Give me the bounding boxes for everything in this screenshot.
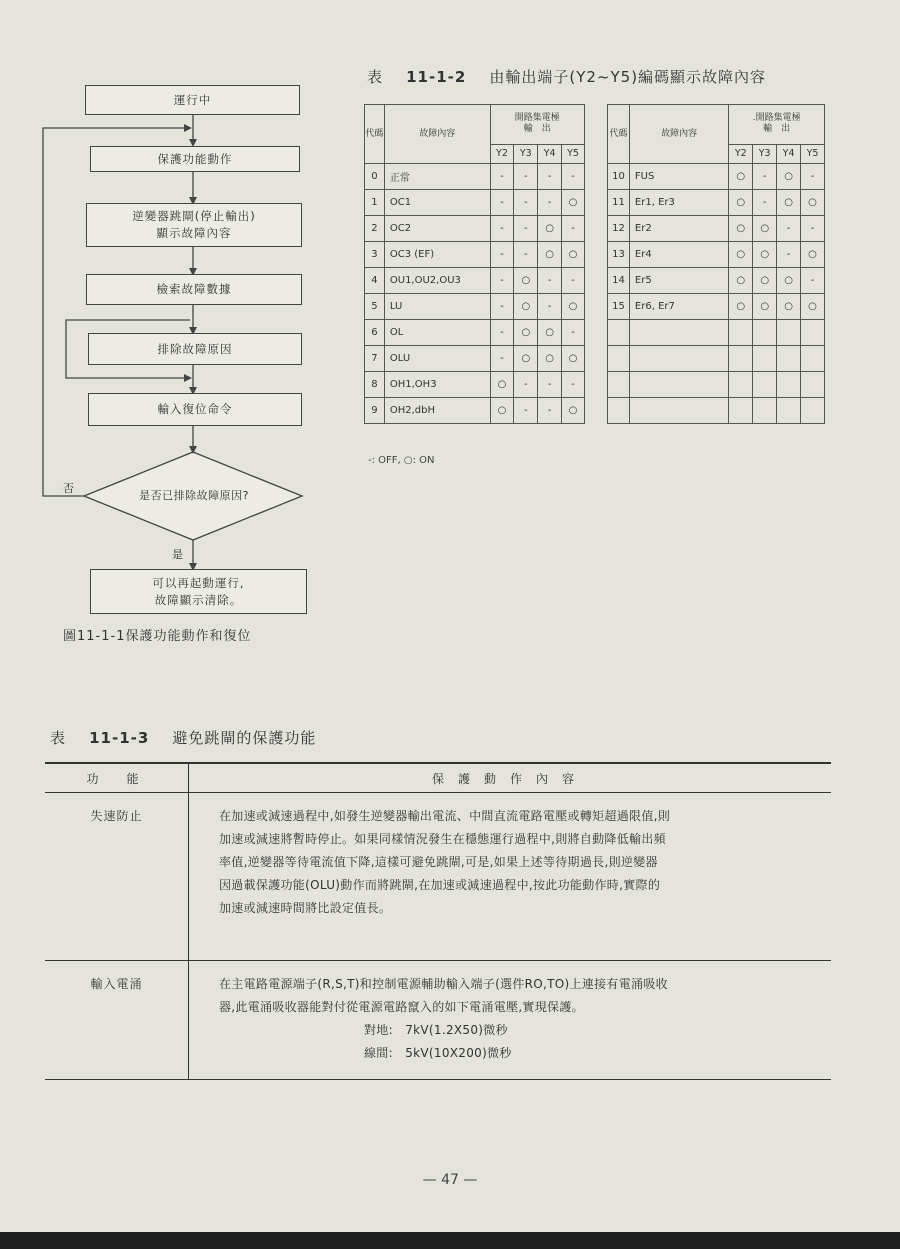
output-state-cell: -: [801, 268, 825, 294]
output-state-cell: -: [538, 372, 562, 398]
output-state-cell: ○: [538, 242, 562, 268]
table-row: [608, 346, 825, 372]
output-state-cell: ○: [729, 190, 753, 216]
output-state-cell: -: [801, 216, 825, 242]
flow-yes-label: 是: [172, 548, 183, 561]
output-state-cell: ○: [753, 268, 777, 294]
table-row: [365, 294, 585, 320]
flow-step-inverter-trip: 逆變器跳閘(停止輸出) 顯示故障內容: [86, 203, 302, 247]
scan-edge: [0, 1232, 900, 1249]
table-row: [608, 190, 825, 216]
fault-cell: Er5: [629, 268, 728, 294]
header-output: .開路集電極 輸 出: [729, 105, 825, 145]
output-state-cell: ○: [514, 346, 538, 372]
fault-table-right: [607, 104, 825, 424]
fault-cell: OC1: [384, 190, 490, 216]
output-state-cell: ○: [514, 294, 538, 320]
fault-cell: Er4: [629, 242, 728, 268]
table-row: [608, 216, 825, 242]
output-state-cell: [777, 346, 801, 372]
output-state-cell: ○: [514, 268, 538, 294]
fault-cell: OH1,OH3: [384, 372, 490, 398]
output-state-cell: -: [490, 346, 514, 372]
code-cell: 4: [365, 268, 385, 294]
output-state-cell: ○: [490, 372, 514, 398]
protection-table-title: 表 11-1-3 避免跳閘的保護功能: [50, 729, 317, 747]
output-state-cell: ○: [753, 294, 777, 320]
output-state-cell: -: [490, 320, 514, 346]
output-state-cell: -: [490, 164, 514, 190]
output-state-cell: [729, 372, 753, 398]
flow-step-retrieve-data: 檢索故障數據: [86, 274, 302, 305]
code-cell: 15: [608, 294, 630, 320]
output-state-cell: [729, 346, 753, 372]
fault-cell: Er2: [629, 216, 728, 242]
flow-step-protection-active: 保護功能動作: [90, 146, 300, 172]
fault-cell: OU1,OU2,OU3: [384, 268, 490, 294]
header-output: 開路集電極 輸 出: [490, 105, 584, 145]
table-row: [365, 164, 585, 190]
fault-cell: OL: [384, 320, 490, 346]
output-col-header: Y3: [514, 144, 538, 163]
fault-cell: Er6, Er7: [629, 294, 728, 320]
output-state-cell: ○: [801, 294, 825, 320]
table-row: [365, 190, 585, 216]
table-row: [365, 268, 585, 294]
output-state-cell: -: [538, 294, 562, 320]
output-state-cell: -: [514, 190, 538, 216]
table-row: [365, 346, 585, 372]
output-state-cell: -: [514, 372, 538, 398]
table-row: [45, 793, 831, 961]
fault-cell: [629, 398, 728, 424]
output-state-cell: ○: [753, 216, 777, 242]
output-state-cell: ○: [490, 398, 514, 424]
output-state-cell: ○: [729, 164, 753, 190]
output-state-cell: [801, 398, 825, 424]
code-cell: 9: [365, 398, 385, 424]
output-state-cell: ○: [562, 398, 585, 424]
code-cell: 12: [608, 216, 630, 242]
header-code: 代碼: [608, 105, 630, 164]
code-cell: 14: [608, 268, 630, 294]
output-state-cell: -: [562, 164, 585, 190]
output-state-cell: -: [562, 216, 585, 242]
output-state-cell: [801, 346, 825, 372]
code-cell: 10: [608, 164, 630, 190]
output-state-cell: -: [514, 216, 538, 242]
output-state-cell: -: [777, 242, 801, 268]
page-number: — 47 —: [422, 1172, 478, 1188]
output-state-cell: [729, 398, 753, 424]
output-state-cell: [753, 398, 777, 424]
output-state-cell: [753, 372, 777, 398]
output-state-cell: -: [514, 164, 538, 190]
output-state-cell: ○: [777, 294, 801, 320]
header-code: 代碼: [365, 105, 385, 164]
output-state-cell: [753, 320, 777, 346]
fault-table-legend: -: OFF, ○: ON: [368, 455, 435, 466]
output-col-header: Y2: [729, 144, 753, 163]
output-state-cell: [777, 320, 801, 346]
flow-step-eliminate-cause: 排除故障原因: [88, 333, 302, 365]
output-state-cell: ○: [562, 346, 585, 372]
table-row: [608, 242, 825, 268]
protection-table: [45, 762, 831, 1080]
table-row: [608, 294, 825, 320]
output-state-cell: -: [514, 398, 538, 424]
code-cell: [608, 346, 630, 372]
output-state-cell: -: [562, 372, 585, 398]
output-state-cell: ○: [777, 268, 801, 294]
header-fault: 故障內容: [629, 105, 728, 164]
table-row: [45, 961, 831, 1080]
code-cell: 13: [608, 242, 630, 268]
fault-cell: [629, 372, 728, 398]
fault-table-title: 表 11-1-2 由輸出端子(Y2~Y5)編碼顯示故障內容: [367, 68, 767, 86]
content-cell: 在主電路電源端子(R,S,T)和控制電源輔助輸入端子(選件RO,TO)上連接有電涌吸收 器,此電涌吸收器能對付從電源電路竄入的如下電涌電壓,實現保護。 對地: 7kV(1.2X50)微秒 線間: 5kV(10X200)微秒: [189, 961, 832, 1080]
output-state-cell: -: [777, 216, 801, 242]
content-cell: 在加速或減速過程中,如發生逆變器輸出電流、中間直流電路電壓或轉矩超過限值,則 加速或減速將暫時停止。如果同樣情況發生在穩態運行過程中,則將自動降低輸出頻 率值,逆變器等待電流值下降,這樣可避免跳閘,可是,如果上述等待期過長,則逆變器 因過載保護功能(OLU)動作而將跳閘,在加速或減速過程中,按此功能動作時,實際的 加速或減速時間將比設定值長。: [189, 793, 832, 961]
code-cell: [608, 398, 630, 424]
output-col-header: Y4: [777, 144, 801, 163]
table-row: [365, 372, 585, 398]
fault-table-left: [364, 104, 585, 424]
code-cell: 8: [365, 372, 385, 398]
fault-cell: OC3 (EF): [384, 242, 490, 268]
code-cell: 2: [365, 216, 385, 242]
output-col-header: Y5: [562, 144, 585, 163]
output-state-cell: ○: [538, 216, 562, 242]
output-state-cell: ○: [801, 190, 825, 216]
table-row: [608, 372, 825, 398]
fault-cell: [629, 320, 728, 346]
output-state-cell: -: [538, 164, 562, 190]
output-state-cell: ○: [777, 190, 801, 216]
output-state-cell: ○: [753, 242, 777, 268]
output-col-header: Y4: [538, 144, 562, 163]
output-state-cell: ○: [777, 164, 801, 190]
flow-step-restart: 可以再起動運行, 故障顯示清除。: [90, 569, 307, 614]
function-cell: 失速防止: [45, 793, 189, 961]
output-state-cell: ○: [562, 242, 585, 268]
output-state-cell: [753, 346, 777, 372]
fault-cell: LU: [384, 294, 490, 320]
code-cell: 11: [608, 190, 630, 216]
output-state-cell: -: [490, 190, 514, 216]
output-state-cell: ○: [562, 190, 585, 216]
fault-cell: OH2,dbH: [384, 398, 490, 424]
output-state-cell: -: [538, 190, 562, 216]
output-state-cell: [801, 320, 825, 346]
output-state-cell: [777, 372, 801, 398]
header-fault: 故障內容: [384, 105, 490, 164]
output-state-cell: -: [753, 164, 777, 190]
output-state-cell: ○: [514, 320, 538, 346]
output-state-cell: ○: [729, 216, 753, 242]
output-state-cell: -: [490, 216, 514, 242]
output-state-cell: ○: [729, 242, 753, 268]
flow-decision-text: 是否已排除故障原因?: [139, 489, 249, 502]
output-state-cell: ○: [562, 294, 585, 320]
header-content: 保護動作內容: [189, 763, 832, 793]
output-state-cell: ○: [801, 242, 825, 268]
code-cell: [608, 372, 630, 398]
function-cell: 輸入電涌: [45, 961, 189, 1080]
code-cell: 7: [365, 346, 385, 372]
output-state-cell: [801, 372, 825, 398]
output-state-cell: -: [801, 164, 825, 190]
code-cell: [608, 320, 630, 346]
code-cell: 6: [365, 320, 385, 346]
output-col-header: Y3: [753, 144, 777, 163]
table-row: [365, 242, 585, 268]
code-cell: 5: [365, 294, 385, 320]
flow-step-running: 運行中: [85, 85, 300, 115]
output-state-cell: ○: [729, 268, 753, 294]
output-state-cell: -: [490, 294, 514, 320]
output-col-header: Y2: [490, 144, 514, 163]
output-state-cell: ○: [729, 294, 753, 320]
output-state-cell: [777, 398, 801, 424]
fault-cell: Er1, Er3: [629, 190, 728, 216]
table-row: [365, 216, 585, 242]
output-state-cell: ○: [538, 346, 562, 372]
table-row: [365, 320, 585, 346]
code-cell: 3: [365, 242, 385, 268]
fault-cell: OC2: [384, 216, 490, 242]
output-state-cell: -: [753, 190, 777, 216]
table-row: [608, 164, 825, 190]
output-state-cell: -: [538, 268, 562, 294]
output-state-cell: -: [562, 320, 585, 346]
table-row: [608, 320, 825, 346]
code-cell: 1: [365, 190, 385, 216]
fault-cell: FUS: [629, 164, 728, 190]
output-state-cell: -: [538, 398, 562, 424]
output-state-cell: -: [490, 242, 514, 268]
table-row: [365, 398, 585, 424]
header-function: 功 能: [45, 763, 189, 793]
output-state-cell: -: [514, 242, 538, 268]
fault-cell: 正常: [384, 164, 490, 190]
table-row: [608, 398, 825, 424]
code-cell: 0: [365, 164, 385, 190]
output-col-header: Y5: [801, 144, 825, 163]
flow-step-reset-command: 輸入復位命令: [88, 393, 302, 426]
fault-cell: OLU: [384, 346, 490, 372]
output-state-cell: -: [490, 268, 514, 294]
output-state-cell: -: [562, 268, 585, 294]
fault-cell: [629, 346, 728, 372]
flowchart-caption: 圖11-1-1保護功能動作和復位: [63, 629, 252, 644]
output-state-cell: ○: [538, 320, 562, 346]
flow-no-label: 否: [63, 482, 74, 495]
output-state-cell: [729, 320, 753, 346]
table-row: [608, 268, 825, 294]
